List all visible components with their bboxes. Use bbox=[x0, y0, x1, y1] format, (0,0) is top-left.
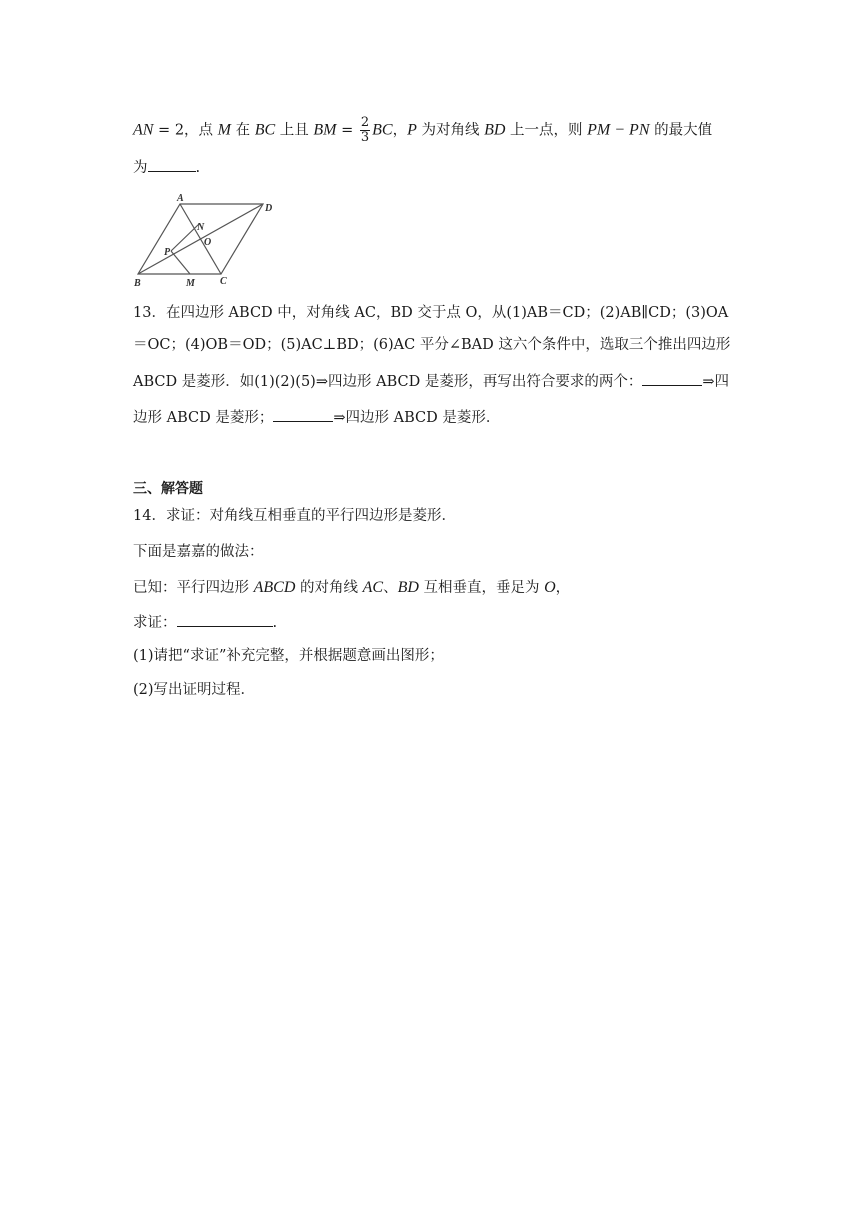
q14-line-1 bbox=[133, 506, 456, 526]
q13-line-2 bbox=[133, 335, 730, 355]
q12-an: AN bbox=[133, 121, 154, 139]
q13-text: ABCD 是菱形．如(1)(2)(5)⇒四边形 ABCD 是菱形，再写出符合要求的两个： bbox=[133, 374, 643, 390]
q13-line-4 bbox=[133, 407, 500, 428]
q12-pm-pn: PM − PN bbox=[587, 121, 650, 139]
q12-suffix: . bbox=[195, 160, 201, 176]
q14-text: 下面是嘉嘉的做法： bbox=[133, 544, 264, 560]
q14-abcd: ABCD bbox=[253, 579, 296, 596]
label-b: B bbox=[134, 278, 141, 288]
q12-line-2 bbox=[133, 157, 200, 178]
q14-line-6 bbox=[133, 680, 255, 700]
q12-prefix: 为 bbox=[133, 160, 148, 176]
q14-line-3 bbox=[133, 578, 570, 598]
q12-m: M bbox=[217, 121, 231, 139]
q12-fraction bbox=[360, 116, 370, 145]
diagonal-bd bbox=[138, 204, 263, 274]
q14-line-2 bbox=[133, 542, 264, 562]
segment-pn bbox=[171, 224, 199, 251]
q14-text: 互相垂直，垂足为 bbox=[418, 580, 545, 596]
q13-line-3 bbox=[133, 371, 729, 392]
q14-text: . bbox=[272, 615, 278, 631]
q14-line-5 bbox=[133, 646, 444, 666]
answer-blank bbox=[177, 612, 273, 627]
q12-text: = 2，点 bbox=[153, 122, 218, 139]
label-a: A bbox=[177, 193, 184, 204]
q14-bd: BD bbox=[397, 579, 419, 596]
answer-blank bbox=[642, 371, 702, 386]
label-m: M bbox=[186, 278, 195, 288]
q14-text: 14．求证：对角线互相垂直的平行四边形是菱形． bbox=[133, 508, 456, 524]
q12-text: 上一点，则 bbox=[505, 122, 588, 139]
segment-pm bbox=[171, 251, 190, 274]
q12-text: 为对角线 bbox=[416, 122, 485, 139]
q13-text: ⇒四边形 ABCD 是菱形． bbox=[333, 410, 501, 426]
answer-blank bbox=[273, 407, 333, 422]
q14-text: 的对角线 bbox=[295, 580, 363, 596]
label-p: P bbox=[164, 247, 171, 258]
fraction-numerator: 2 bbox=[360, 115, 370, 130]
q12-line-1 bbox=[133, 116, 712, 145]
q13-text: ⇒四 bbox=[702, 374, 729, 390]
parallelogram-figure bbox=[130, 192, 280, 288]
q12-p: P bbox=[407, 121, 417, 139]
q12-text: 的最大值 bbox=[649, 122, 713, 139]
section-heading: 三、解答题 bbox=[133, 481, 203, 497]
q14-text: (2)写出证明过程． bbox=[133, 682, 256, 698]
q14-text: ， bbox=[555, 580, 571, 596]
q14-text: 、 bbox=[383, 580, 398, 596]
q13-text: 边形 ABCD 是菱形； bbox=[133, 410, 274, 426]
q12-bc-2: BC bbox=[372, 121, 393, 139]
q14-o: O bbox=[544, 579, 556, 596]
q12-text: ， bbox=[392, 122, 408, 139]
q14-line-4 bbox=[133, 612, 277, 633]
q13-line-1 bbox=[133, 303, 728, 323]
label-o: O bbox=[204, 237, 212, 248]
answer-blank bbox=[148, 157, 196, 172]
q14-text: (1)请把“求证”补充完整，并根据题意画出图形； bbox=[133, 648, 444, 664]
label-c: C bbox=[220, 276, 227, 287]
q12-text: 在 bbox=[230, 122, 255, 139]
fraction-denominator: 3 bbox=[360, 130, 370, 145]
q14-ac: AC bbox=[362, 579, 384, 596]
figure-lines bbox=[138, 204, 263, 274]
label-d: D bbox=[265, 203, 273, 214]
q14-text: 已知：平行四边形 bbox=[133, 580, 254, 596]
label-n: N bbox=[197, 222, 205, 233]
q12-bd: BD bbox=[484, 121, 506, 139]
q12-eq: = bbox=[336, 122, 358, 139]
q12-bc: BC bbox=[254, 121, 276, 139]
q12-text: 上且 bbox=[275, 122, 314, 139]
q13-text: ＝OC；(4)OB＝OD；(5)AC⊥BD；(6)AC 平分∠BAD 这六个条件中，选取三个推出四边形 bbox=[133, 337, 731, 353]
q14-text: 求证： bbox=[133, 615, 177, 631]
q13-text: 13．在四边形 ABCD 中，对角线 AC，BD 交于点 O，从(1)AB＝CD；(2)AB∥CD；(3)OA bbox=[133, 305, 729, 321]
q12-bm: BM bbox=[313, 121, 337, 139]
